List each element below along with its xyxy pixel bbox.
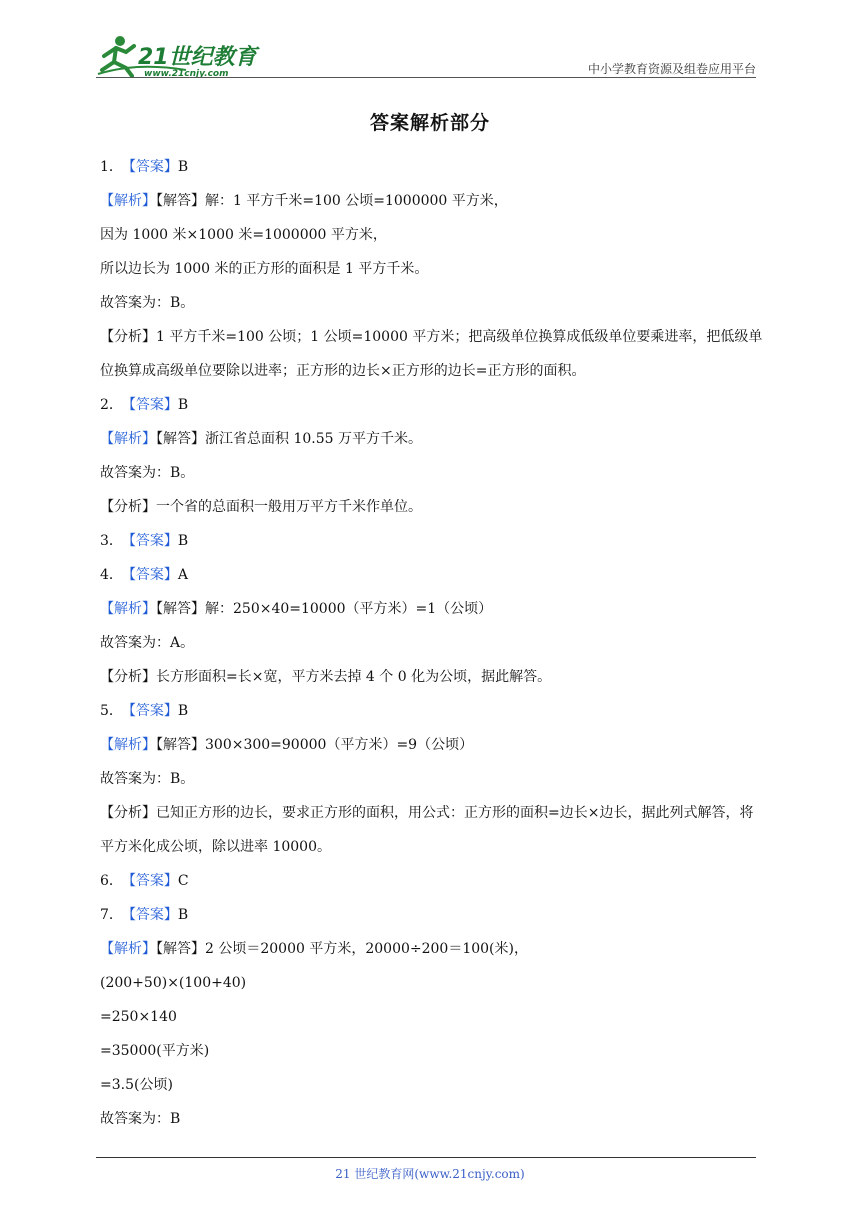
- line-text: 解：1 平方千米=100 公顷=1000000 平方米，: [205, 193, 508, 209]
- page-title: 答案解析部分: [369, 112, 490, 134]
- section-tag: 【分析】: [100, 499, 156, 515]
- explanation-line: [100, 592, 764, 626]
- analysis-tag: 【解析】: [100, 737, 156, 753]
- question-number: 5．: [100, 703, 123, 719]
- explanation-line: [100, 1034, 764, 1068]
- question-number: 1．: [100, 159, 123, 175]
- site-logo[interactable]: [96, 34, 266, 78]
- svg-text:www.21cnjy.com: www.21cnjy.com: [144, 69, 229, 78]
- line-text: 浙江省总面积 10.55 万平方千米。: [205, 431, 422, 447]
- explanation-line: [100, 184, 764, 218]
- answer-tag: 【答案】: [128, 907, 178, 923]
- footer-divider: [96, 1157, 756, 1158]
- explanation-line: [100, 796, 764, 864]
- answer-value: B: [177, 703, 189, 719]
- line-text: 故答案为：B。: [100, 771, 195, 787]
- explanation-line: [100, 1000, 764, 1034]
- question-number: 2．: [100, 397, 123, 413]
- answer-value: B: [177, 397, 189, 413]
- explanation-line: [100, 218, 764, 252]
- analysis-tag: 【解析】: [100, 601, 156, 617]
- explanation-line: [100, 490, 764, 524]
- section-tag: 【解答】: [156, 193, 205, 209]
- answer-value: B: [177, 159, 189, 175]
- section-tag: 【分析】: [100, 805, 156, 821]
- explanation-line: [100, 626, 764, 660]
- line-text: 已知正方形的边长，要求正方形的面积，用公式：正方形的面积=边长×边长，据此列式解答，将平方米化成公顷，除以进率 10000。: [100, 805, 754, 855]
- answer-value: A: [177, 567, 189, 583]
- explanation-line: [100, 1068, 764, 1102]
- header-divider: [96, 77, 756, 78]
- answer-tag: 【答案】: [128, 873, 178, 889]
- section-tag: 【解答】: [156, 941, 205, 957]
- explanation-line: [100, 422, 764, 456]
- platform-name: 中小学教育资源及组卷应用平台: [587, 62, 756, 76]
- line-text: 故答案为：B: [100, 1111, 181, 1127]
- answer-row: [100, 694, 764, 728]
- line-text: 300×300=90000（平方米）=9（公顷）: [205, 737, 474, 753]
- section-tag: 【分析】: [100, 329, 156, 345]
- footer-link[interactable]: 21 世纪教育网(www.21cnjy.com): [335, 1167, 525, 1181]
- answer-row: [100, 524, 764, 558]
- section-tag: 【解答】: [156, 601, 205, 617]
- explanation-line: [100, 660, 764, 694]
- analysis-tag: 【解析】: [100, 431, 156, 447]
- line-text: 故答案为：B。: [100, 465, 195, 481]
- line-text: 因为 1000 米×1000 米=1000000 平方米，: [100, 227, 387, 243]
- answer-value: B: [177, 533, 189, 549]
- line-text: 一个省的总面积一般用万平方千米作单位。: [156, 499, 422, 515]
- answer-row: [100, 898, 764, 932]
- section-tag: 【分析】: [100, 669, 156, 685]
- section-tag: 【解答】: [156, 737, 205, 753]
- explanation-line: [100, 320, 764, 388]
- page-header: [96, 30, 756, 80]
- runner-logo-icon: [96, 34, 266, 78]
- answer-row: [100, 558, 764, 592]
- line-text: 长方形面积=长×宽，平方米去掉 4 个 0 化为公顷，据此解答。: [156, 669, 552, 685]
- line-text: 2 公顷＝20000 平方米，20000÷200＝100(米)，: [205, 941, 528, 957]
- answer-tag: 【答案】: [128, 159, 178, 175]
- answer-value: C: [177, 873, 189, 889]
- line-text: 所以边长为 1000 米的正方形的面积是 1 平方千米。: [100, 261, 429, 277]
- line-text: 故答案为：A。: [100, 635, 195, 651]
- explanation-line: [100, 286, 764, 320]
- question-number: 4．: [100, 567, 123, 583]
- line-text: =3.5(公顷): [100, 1077, 173, 1093]
- line-text: 解：250×40=10000（平方米）=1（公顷）: [205, 601, 493, 617]
- explanation-line: [100, 762, 764, 796]
- answer-row: [100, 864, 764, 898]
- explanation-line: [100, 1102, 764, 1136]
- answer-tag: 【答案】: [128, 533, 178, 549]
- answer-list: [100, 150, 764, 1136]
- question-number: 6．: [100, 873, 123, 889]
- line-text: 故答案为：B。: [100, 295, 195, 311]
- answer-value: B: [177, 907, 189, 923]
- explanation-line: [100, 932, 764, 966]
- answer-tag: 【答案】: [128, 397, 178, 413]
- answer-row: [100, 388, 764, 422]
- question-number: 7．: [100, 907, 123, 923]
- answer-row: [100, 150, 764, 184]
- explanation-line: [100, 728, 764, 762]
- line-text: =35000(平方米): [100, 1043, 210, 1059]
- analysis-tag: 【解析】: [100, 941, 156, 957]
- answer-tag: 【答案】: [128, 567, 178, 583]
- line-text: (200+50)×(100+40): [100, 975, 247, 991]
- svg-text:21世纪教育: 21世纪教育: [138, 45, 257, 70]
- question-number: 3．: [100, 533, 123, 549]
- line-text: =250×140: [100, 1009, 177, 1025]
- section-tag: 【解答】: [156, 431, 205, 447]
- analysis-tag: 【解析】: [100, 193, 156, 209]
- line-text: 1 平方千米=100 公顷；1 公顷=10000 平方米；把高级单位换算成低级单位要乘进率，把低级单位换算成高级单位要除以进率；正方形的边长×正方形的边长=正方形的面积。: [100, 329, 763, 379]
- explanation-line: [100, 252, 764, 286]
- explanation-line: [100, 456, 764, 490]
- answer-tag: 【答案】: [128, 703, 178, 719]
- explanation-line: [100, 966, 764, 1000]
